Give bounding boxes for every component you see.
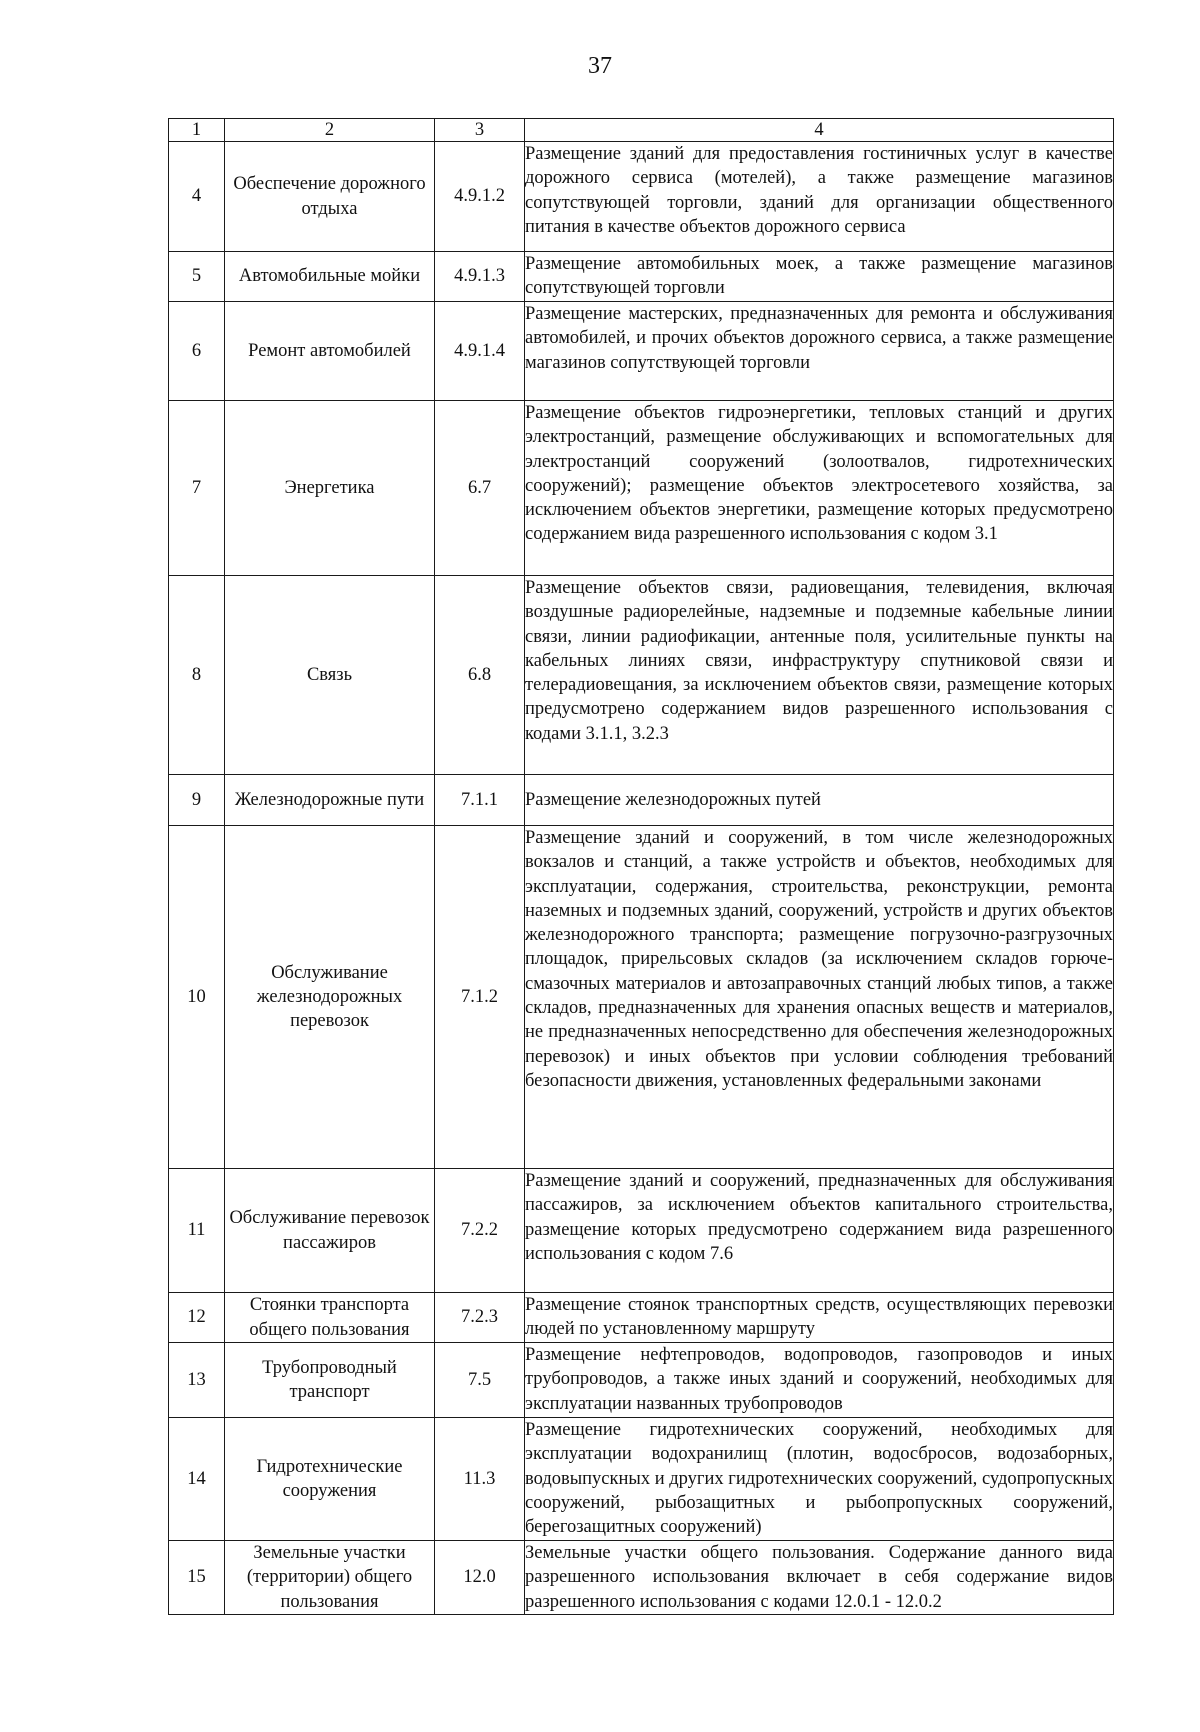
table-row: [169, 302, 1114, 401]
row-code: 4.9.1.2: [435, 142, 525, 252]
row-description: Размещение объектов связи, радиовещания, телевидения, включая воздушные радиорелейные, надземные и подземные кабельные линии связи, линии радиофикации, антенные поля, усилительные пункты на кабельных линиях связи, инфраструктуру спутниковой связи и телерадиовещания, за исключением объектов связи, размещение которых предусмотрено содержанием видов разрешенного использования с кодами 3.1.1, 3.2.3: [525, 576, 1114, 775]
row-number: 5: [169, 252, 225, 302]
header-col-4: 4: [525, 119, 1114, 142]
row-code: 7.1.1: [435, 775, 525, 826]
row-number: 9: [169, 775, 225, 826]
row-description: Размещение стоянок транспортных средств, осуществляющих перевозки людей по установленному маршруту: [525, 1293, 1114, 1343]
row-code: 4.9.1.3: [435, 252, 525, 302]
row-name: Автомобильные мойки: [225, 252, 435, 302]
row-name: Железнодорожные пути: [225, 775, 435, 826]
table-row: [169, 401, 1114, 576]
row-number: 11: [169, 1169, 225, 1293]
row-name: Стоянки транспорта общего пользования: [225, 1293, 435, 1343]
header-col-2: 2: [225, 119, 435, 142]
row-code: 6.8: [435, 576, 525, 775]
row-number: 8: [169, 576, 225, 775]
row-number: 10: [169, 826, 225, 1169]
header-col-3: 3: [435, 119, 525, 142]
row-number: 12: [169, 1293, 225, 1343]
row-description: Размещение объектов гидроэнергетики, тепловых станций и других электростанций, размещение обслуживающих и вспомогательных для электростанций сооружений (золоотвалов, гидротехнических сооружений); размещение объектов электросетевого хозяйства, за исключением объектов энергетики, размещение которых предусмотрено содержанием вида разрешенного использования с кодом 3.1: [525, 401, 1114, 576]
row-code: 4.9.1.4: [435, 302, 525, 401]
page-number: 37: [588, 53, 612, 79]
row-code: 6.7: [435, 401, 525, 576]
row-code: 7.2.3: [435, 1293, 525, 1343]
row-number: 14: [169, 1418, 225, 1541]
row-number: 7: [169, 401, 225, 576]
row-code: 12.0: [435, 1541, 525, 1615]
table-row: [169, 1293, 1114, 1343]
row-code: 7.5: [435, 1343, 525, 1418]
row-name: Гидротехнические сооружения: [225, 1418, 435, 1541]
table-row: [169, 576, 1114, 775]
row-description: Размещение зданий для предоставления гостиничных услуг в качестве дорожного сервиса (мотелей), а также размещение магазинов сопутствующей торговли, зданий для организации общественного питания в качестве объектов дорожного сервиса: [525, 142, 1114, 252]
row-name: Обслуживание перевозок пассажиров: [225, 1169, 435, 1293]
row-code: 7.2.2: [435, 1169, 525, 1293]
row-name: Трубопроводный транспорт: [225, 1343, 435, 1418]
table-row: [169, 826, 1114, 1169]
row-number: 6: [169, 302, 225, 401]
table-row: [169, 1418, 1114, 1541]
row-description: Размещение зданий и сооружений, в том числе железнодорожных вокзалов и станций, а также устройств и объектов, необходимых для эксплуатации, содержания, строительства, реконструкции, ремонта наземных и подземных зданий, сооружений, устройств и других объектов железнодорожного транспорта; размещение погрузочно-разгрузочных площадок, прирельсовых складов (за исключением складов горюче-смазочных материалов и автозаправочных станций любых типов, а также складов, предназначенных для хранения опасных веществ и материалов, не предназначенных непосредственно для обеспечения железнодорожных перевозок) и иных объектов при условии соблюдения требований безопасности движения, установленных федеральными законами: [525, 826, 1114, 1169]
row-name: Земельные участки (территории) общего пользования: [225, 1541, 435, 1615]
table-row: [169, 1343, 1114, 1418]
row-number: 15: [169, 1541, 225, 1615]
row-number: 4: [169, 142, 225, 252]
row-description: Земельные участки общего пользования. Содержание данного вида разрешенного использования включает в себя содержание видов разрешенного использования с кодами 12.0.1 - 12.0.2: [525, 1541, 1114, 1615]
table-row: [169, 1541, 1114, 1615]
row-description: Размещение мастерских, предназначенных для ремонта и обслуживания автомобилей, и прочих объектов дорожного сервиса, а также размещение магазинов сопутствующей торговли: [525, 302, 1114, 401]
row-description: Размещение гидротехнических сооружений, необходимых для эксплуатации водохранилищ (плотин, водосбросов, водозаборных, водовыпускных и других гидротехнических сооружений, судопропускных сооружений, рыбозащитных и рыбопропускных сооружений, берегозащитных сооружений): [525, 1418, 1114, 1541]
row-description: Размещение железнодорожных путей: [525, 775, 1114, 826]
table-row: [169, 142, 1114, 252]
row-code: 7.1.2: [435, 826, 525, 1169]
header-col-1: 1: [169, 119, 225, 142]
row-description: Размещение зданий и сооружений, предназначенных для обслуживания пассажиров, за исключением объектов капитального строительства, размещение которых предусмотрено содержанием вида разрешенного использования с кодом 7.6: [525, 1169, 1114, 1293]
row-name: Ремонт автомобилей: [225, 302, 435, 401]
row-description: Размещение автомобильных моек, а также размещение магазинов сопутствующей торговли: [525, 252, 1114, 302]
table-header-row: [169, 119, 1114, 142]
row-name: Обеспечение дорожного отдыха: [225, 142, 435, 252]
row-code: 11.3: [435, 1418, 525, 1541]
row-description: Размещение нефтепроводов, водопроводов, газопроводов и иных трубопроводов, а также иных зданий и сооружений, необходимых для эксплуатации названных трубопроводов: [525, 1343, 1114, 1418]
land-use-table: [168, 118, 1114, 1615]
table-row: [169, 252, 1114, 302]
row-name: Обслуживание железнодорожных перевозок: [225, 826, 435, 1169]
row-name: Связь: [225, 576, 435, 775]
row-name: Энергетика: [225, 401, 435, 576]
row-number: 13: [169, 1343, 225, 1418]
table-row: [169, 1169, 1114, 1293]
table-row: [169, 775, 1114, 826]
